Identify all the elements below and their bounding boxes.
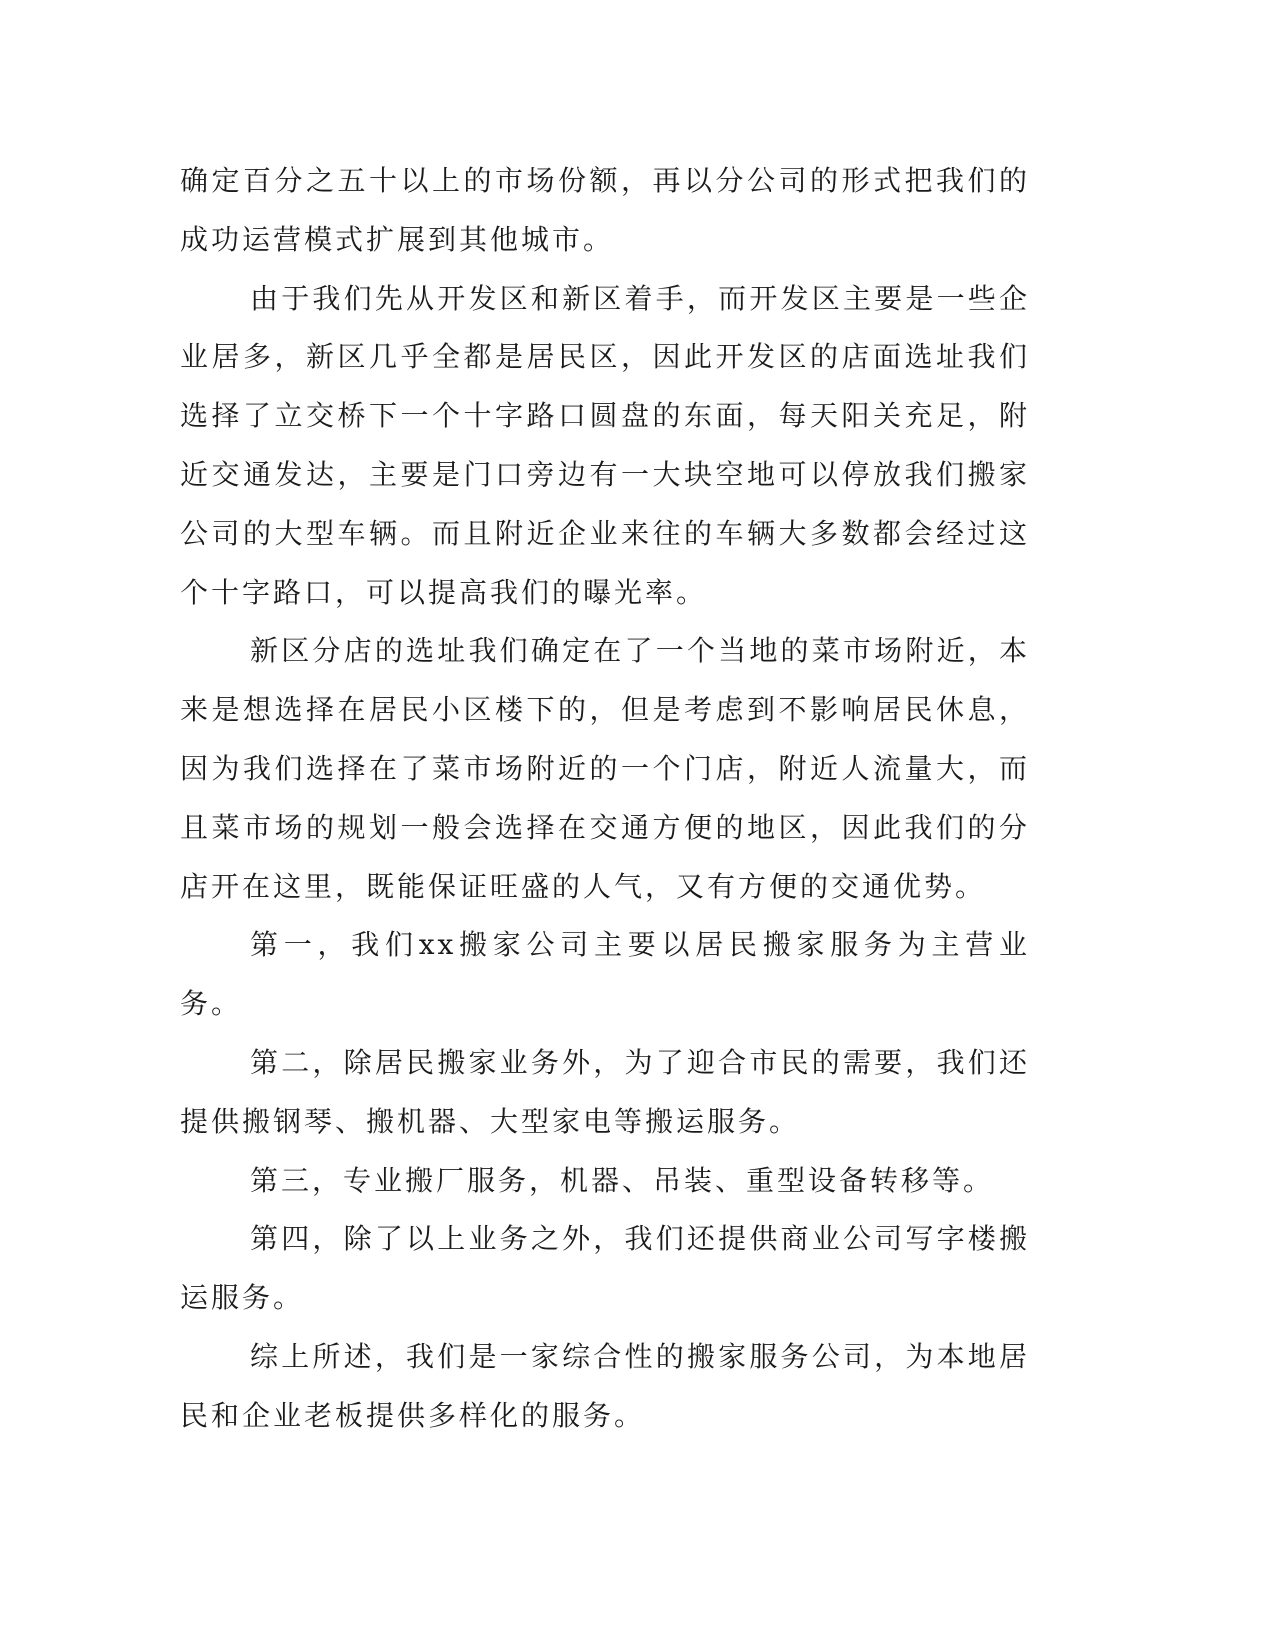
paragraph-7: 第四，除了以上业务之外，我们还提供商业公司写字楼搬运服务。 bbox=[180, 1222, 1030, 1315]
paragraph-8: 综上所述，我们是一家综合性的搬家服务公司，为本地居民和企业老板提供多样化的服务。 bbox=[180, 1339, 1030, 1432]
paragraph-6: 第三，专业搬厂服务，机器、吊装、重型设备转移等。 bbox=[250, 1163, 995, 1197]
paragraph-3: 新区分店的选址我们确定在了一个当地的菜市场附近，本来是想选择在居民小区楼下的，但是考虑到不影响居民休息，因为我们选择在了菜市场附近的一个门店，附近人流量大，而且菜市场的规划一般会选择在交通方便的地区，因此我们的分店开在这里，既能保证旺盛的人气，又有方便的交通优势。 bbox=[180, 634, 1030, 903]
paragraph-2: 由于我们先从开发区和新区着手，而开发区主要是一些企业居多，新区几乎全都是居民区，因此开发区的店面选址我们选择了立交桥下一个十字路口圆盘的东面，每天阳关充足，附近交通发达，主要是门口旁边有一大块空地可以停放我们搬家公司的大型车辆。而且附近企业来往的车辆大多数都会经过这个十字路口，可以提高我们的曝光率。 bbox=[180, 281, 1030, 609]
paragraph-4: 第一，我们xx搬家公司主要以居民搬家服务为主营业务。 bbox=[180, 928, 1030, 1021]
paragraph-1: 确定百分之五十以上的市场份额，再以分公司的形式把我们的成功运营模式扩展到其他城市。 bbox=[180, 164, 1030, 256]
paragraph-5: 第二，除居民搬家业务外，为了迎合市民的需要，我们还提供搬钢琴、搬机器、大型家电等搬运服务。 bbox=[180, 1045, 1030, 1138]
document-body bbox=[180, 152, 1030, 1446]
